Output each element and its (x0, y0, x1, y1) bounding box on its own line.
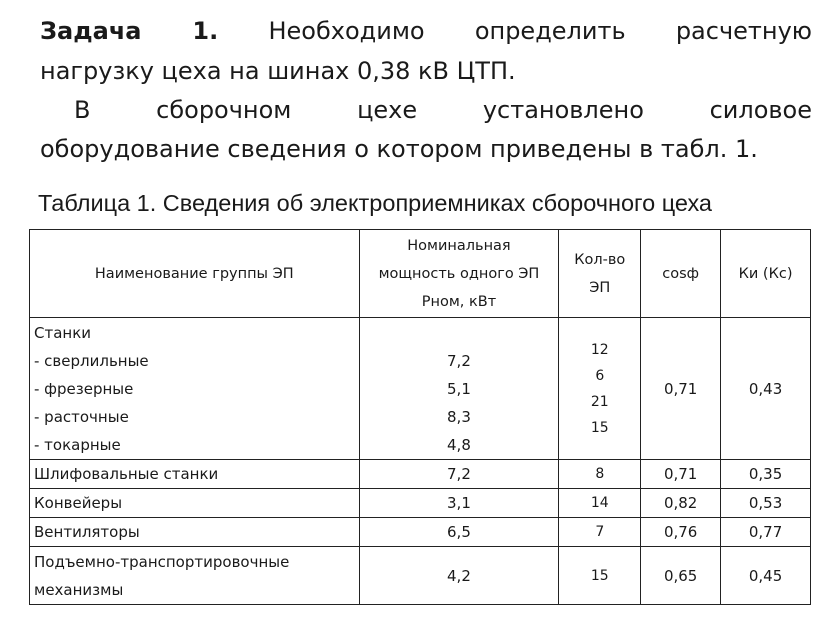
task-line-2: нагрузку цеха на шинах 0,38 кВ ЦТП. (40, 57, 516, 85)
row-power: 3,1 (359, 489, 559, 518)
task-line-3: В сборочном цехе установлено силовое (74, 96, 812, 124)
table-row (30, 460, 811, 489)
machines-name-cell (30, 318, 360, 460)
row-cosphi: 0,76 (641, 518, 721, 547)
table-row-machines (30, 318, 811, 460)
row-power: 6,5 (359, 518, 559, 547)
lifting-cosphi: 0,65 (641, 547, 721, 605)
machines-item-name: - токарные (34, 435, 121, 454)
row-ki: 0,53 (721, 489, 811, 518)
header-cosphi: cosф (641, 230, 721, 318)
lifting-power: 4,2 (359, 547, 559, 605)
lifting-name-line-2: механизмы (34, 580, 124, 599)
row-ki: 0,77 (721, 518, 811, 547)
machines-item-count: 6 (595, 367, 605, 384)
row-name: Конвейеры (30, 489, 360, 518)
machines-count-cell (559, 318, 641, 460)
machines-title: Станки (34, 323, 92, 342)
header-power-line-1: Номинальная (407, 237, 511, 254)
machines-item-count: 15 (590, 419, 609, 436)
row-name: Вентиляторы (30, 518, 360, 547)
lifting-ki: 0,45 (721, 547, 811, 605)
table-caption: Таблица 1. Сведения об электроприемниках сборочного цеха (38, 190, 712, 216)
row-cosphi: 0,71 (641, 460, 721, 489)
table-header-row (30, 230, 811, 318)
header-power-line-3: Pном, кВт (421, 293, 497, 310)
machines-item-power: 5,1 (447, 379, 471, 398)
machines-power-cell (359, 318, 559, 460)
header-power-line-2: мощность одного ЭП (378, 265, 540, 282)
table-row (30, 489, 811, 518)
machines-item-power: 8,3 (447, 407, 471, 426)
machines-item-name: - сверлильные (34, 351, 149, 370)
header-name: Наименование группы ЭП (30, 230, 360, 318)
task-line-1 (40, 12, 812, 50)
machines-item-power: 4,8 (447, 435, 471, 454)
row-name: Шлифовальные станки (30, 460, 360, 489)
lifting-name-line-1: Подъемно-транспортировочные (34, 552, 290, 571)
header-power (359, 230, 559, 318)
task-title: Задача 1. (40, 17, 219, 45)
header-count-line-2: ЭП (589, 279, 611, 296)
header-ki: Ки (Кс) (721, 230, 811, 318)
machines-cosphi: 0,71 (641, 318, 721, 460)
machines-item-power: 7,2 (447, 351, 471, 370)
lifting-name-cell (30, 547, 360, 605)
table-row-lifting (30, 547, 811, 605)
row-ki: 0,35 (721, 460, 811, 489)
machines-item-count: 12 (590, 341, 609, 358)
machines-item-count: 21 (590, 393, 609, 410)
row-count: 14 (559, 489, 641, 518)
task-line-4: оборудование сведения о котором приведены в табл. 1. (40, 135, 758, 163)
machines-item-name: - фрезерные (34, 379, 134, 398)
lifting-count: 15 (559, 547, 641, 605)
header-count (559, 230, 641, 318)
row-power: 7,2 (359, 460, 559, 489)
task-intro: Необходимо определить расчетную (268, 17, 812, 45)
row-cosphi: 0,82 (641, 489, 721, 518)
equipment-table (29, 229, 811, 605)
header-count-line-1: Кол-во (574, 251, 626, 268)
row-count: 7 (559, 518, 641, 547)
machines-item-name: - расточные (34, 407, 129, 426)
table-row (30, 518, 811, 547)
row-count: 8 (559, 460, 641, 489)
machines-ki: 0,43 (721, 318, 811, 460)
